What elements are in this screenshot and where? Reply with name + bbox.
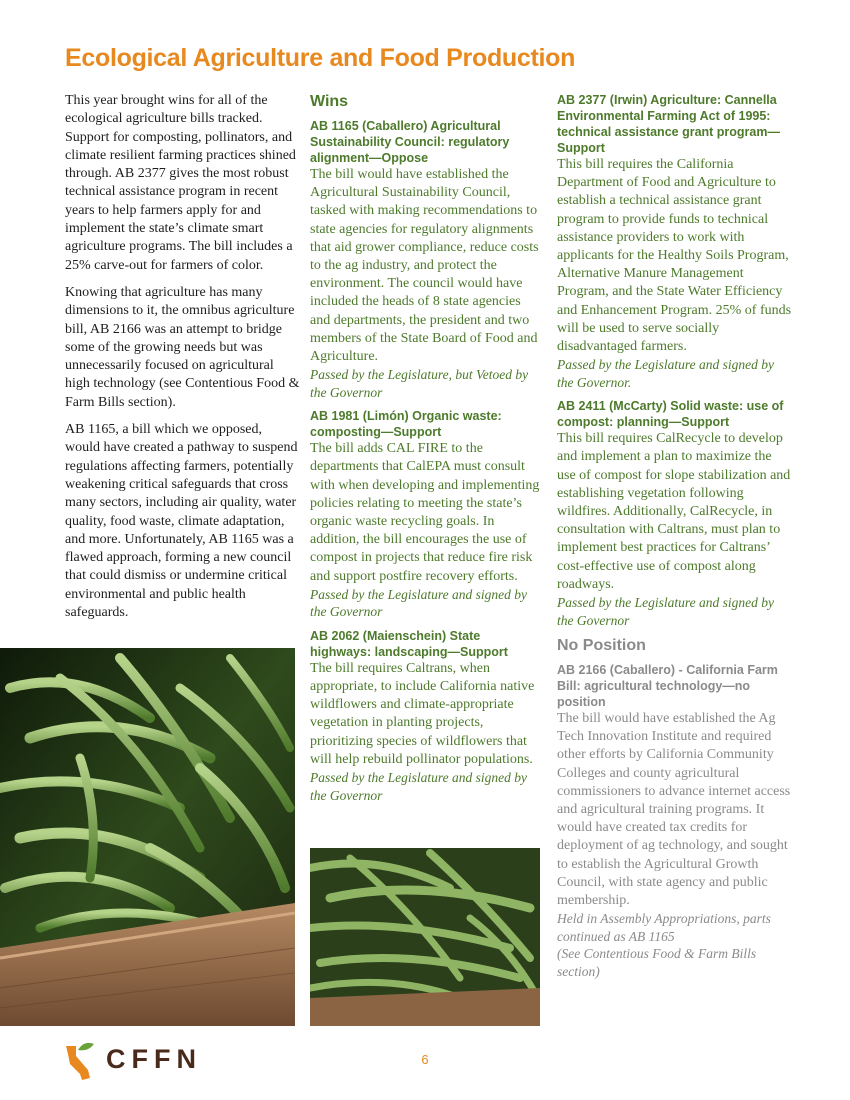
logo-text: CFFN <box>106 1044 202 1074</box>
bill-status: Passed by the Legislature and signed by the Governor. <box>557 357 774 390</box>
wins-continued-column <box>557 92 792 980</box>
bill-title: AB 2062 (Maienschein) State highways: landscaping—Support <box>310 628 508 659</box>
bill-status: Passed by the Legislature, but Vetoed by the Governor <box>310 367 529 400</box>
bill-ab2166 <box>557 662 792 980</box>
intro-paragraph: AB 1165, a bill which we opposed, would have created a pathway to suspend regulations affecting farmers, potentially weakening critical safeguards that cross many sectors, including air quality, water quality, food waste, climate adaptation, and more. Unfortunately, AB 1165 was a flawed approach, forming a new council that could dismiss or undermine critical environmental and public health safeguards. <box>65 422 298 621</box>
bill-title: AB 1981 (Limón) Organic waste: composting—Support <box>310 409 502 440</box>
bill-description: The bill adds CAL FIRE to the departments that CalEPA must consult with when developing and implementing policies relating to meeting the state’s organic waste recycling goals. In addition, the bill encourages the use of compost in projects that reduce fire risk and support postfire recovery efforts. <box>310 441 540 584</box>
bill-status: Held in Assembly Appropriations, parts continued as AB 1165 <box>557 911 771 944</box>
bill-status: Passed by the Legislature and signed by the Governor <box>310 770 527 803</box>
bill-ab1981 <box>310 408 542 621</box>
wins-heading: Wins <box>310 93 349 110</box>
bill-status: Passed by the Legislature and signed by the Governor <box>557 595 774 628</box>
bill-title: AB 2166 (Caballero) - California Farm Bill: agricultural technology—no position <box>557 663 778 710</box>
green-beans-photo <box>0 648 295 1026</box>
bill-ab1165 <box>310 118 542 401</box>
bill-description: The bill would have established the Ag Tech Innovation Institute and required other efforts by California Community Colleges and county agricultural commissioners to advance internet access and agricultural training programs. It would have created tax credits for deployment of ag technology, and sought to establish the Agricultural Growth Council, with state agency and public membership. <box>557 711 791 909</box>
wins-column <box>310 92 542 811</box>
bill-description: The bill requires Caltrans, when appropriate, to include California native wildflowers and climate-appropriate vegetation in planting projects, prioritizing species of wildflowers that will help rebuild pollinator populations. <box>310 660 535 767</box>
bill-description: The bill would have established the Agricultural Sustainability Council, tasked with making recommendations to state agencies for regulatory alignments that aid grower compliance, reduce costs to the ag industry, and protect the environment. The council would have included the heads of 8 state agencies and departments, the president and two members of the State Board of Food and Agriculture. <box>310 167 539 365</box>
green-beans-illustration <box>0 648 295 1026</box>
bill-title: AB 2377 (Irwin) Agriculture: Cannella Environmental Farming Act of 1995: technical assistance grant program—Support <box>557 93 780 155</box>
bill-description: This bill requires CalRecycle to develop and implement a plan to maximize the use of compost for slope stabilization and establishing vegetation following wildfires. Additionally, CalRecycle, in consultation with Caltrans, must plan to implement best practices for Caltrans’ cost-effective use of compost along roadways. <box>557 431 791 592</box>
california-leaf-icon <box>62 1040 102 1082</box>
bill-status: Passed by the Legislature and signed by the Governor <box>310 586 527 620</box>
green-beans-illustration <box>310 848 540 1026</box>
cffn-logo <box>62 1040 222 1082</box>
green-beans-photo-small <box>310 848 540 1026</box>
bill-ab2377 <box>557 92 792 391</box>
page-title: Ecological Agriculture and Food Production <box>65 44 576 72</box>
bill-ab2062 <box>310 628 542 804</box>
intro-paragraph: Knowing that agriculture has many dimensions to it, the omnibus agriculture bill, AB 2166 was an attempt to bridge some of the growing needs but was unnecessarily focused on agricultural high technology (see Contentious Food & Farm Bills section). <box>65 284 300 410</box>
bill-description: This bill requires the California Department of Food and Agriculture to establish a technical assistance grant program to provide funds to technical assistance providers to work with applicants for the Healthy Soils Program, Alternative Manure Management Program, and the State Water Efficiency and Enhancement Program. 25% of funds will be used to serve socially disadvantaged farmers. <box>557 157 792 355</box>
bill-title: AB 1165 (Caballero) Agricultural Sustainability Council: regulatory alignment—Oppose <box>310 119 510 165</box>
intro-paragraph: This year brought wins for all of the ecological agriculture bills tracked. Support for composting, pollinators, and climate resilient farming practices shined through. AB 2377 gives the most robust technical assistance program in recent years to help farmers apply for and implement the state’s climate smart agriculture programs. The bill includes a 25% carve-out for farmers of color. <box>65 93 296 273</box>
no-position-heading: No Position <box>557 637 646 655</box>
bill-note: (See Contentious Food & Farm Bills section) <box>557 946 757 979</box>
page-number: 6 <box>421 1052 429 1067</box>
bill-ab2411 <box>557 398 792 629</box>
bill-title: AB 2411 (McCarty) Solid waste: use of compost: planning—Support <box>557 399 784 430</box>
intro-column <box>65 92 300 631</box>
